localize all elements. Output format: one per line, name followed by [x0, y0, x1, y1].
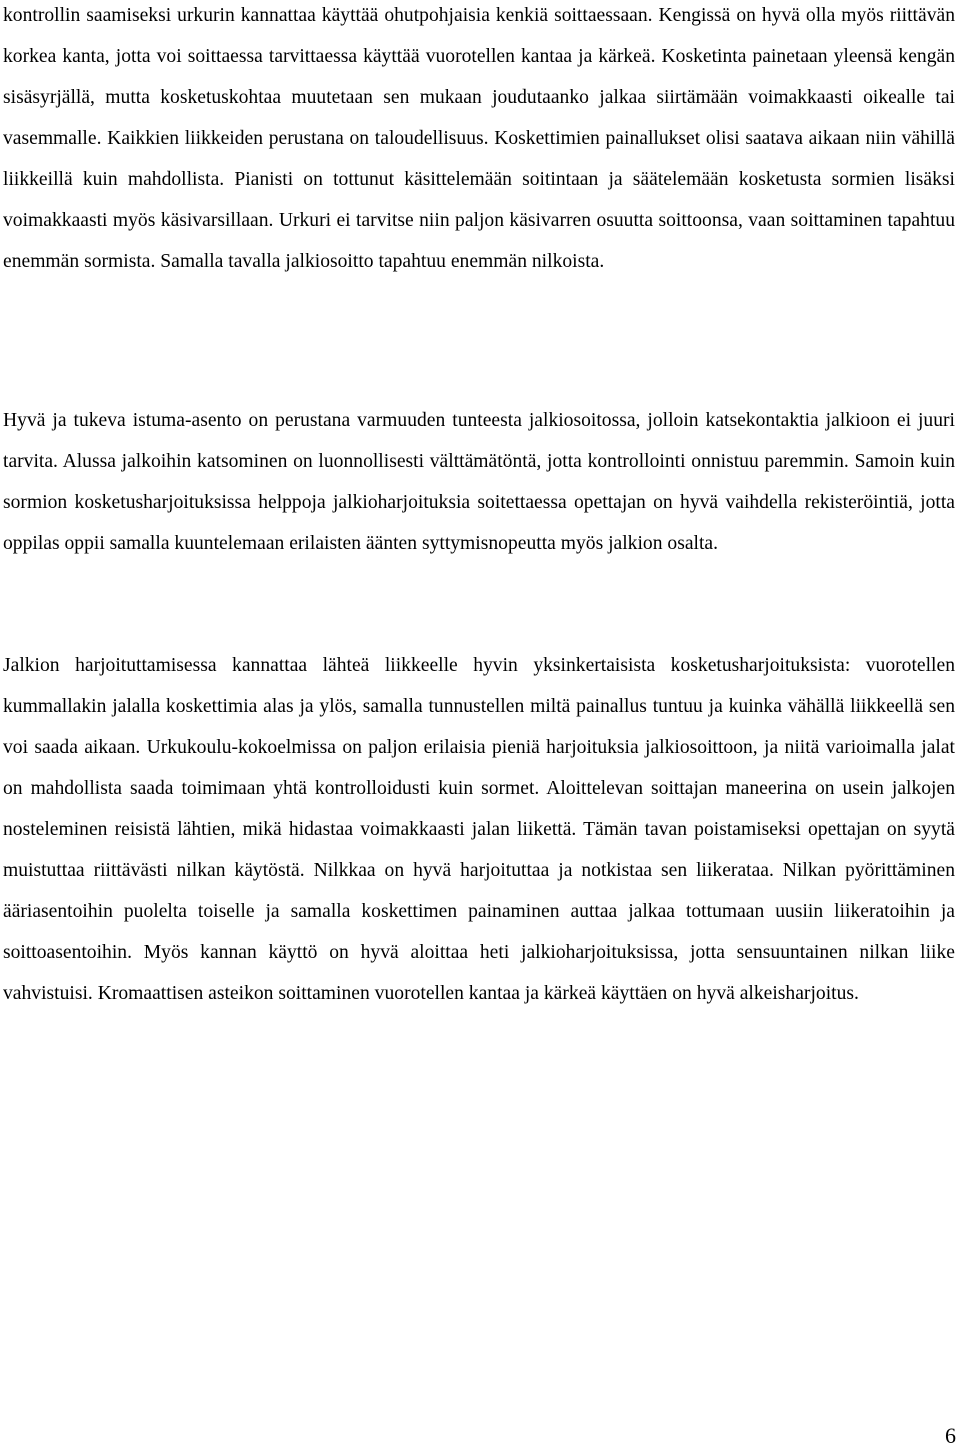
page-number: 6: [945, 1423, 956, 1448]
body-paragraph-3: Jalkion harjoituttamisessa kannattaa lähteä liikkeelle hyvin yksinkertaisista kosketusharjoituksista: vuorotellen kummallakin jalalla koskettimia alas ja ylös, samalla tunnustellen miltä painallus tuntuu ja kuinka vähällä liikkeellä sen voi saada aikaan. Urkukoulu-kokoelmissa on paljon erilaisia pieniä harjoituksia jalkiosoittoon, ja niitä varioimalla jalat on mahdollista saada toimimaan yhtä kontrolloidusti kuin sormet. Aloittelevan soittajan maneerina on usein jalkojen nosteleminen reisistä lähtien, mikä hidastaa voimakkaasti jalan liikettä. Tämän tavan poistamiseksi opettajan on syytä muistuttaa riittävästi nilkan käytöstä. Nilkkaa on hyvä harjoituttaa ja notkistaa sen liikerataa. Nilkan pyörittäminen ääriasentoihin puolelta toiselle ja samalla koskettimen painaminen auttaa jalkaa tottumaan uusiin liikeratoihin ja soittoasentoihin. Myös kannan käyttö on hyvä aloittaa heti jalkioharjoituksissa, jotta sensuuntainen nilkan liike vahvistuisi. Kromaattisen asteikon soittaminen vuorotellen kantaa ja kärkeä käyttäen on hyvä alkeisharjoitus.: [3, 655, 955, 1004]
body-paragraph-1: kontrollin saamiseksi urkurin kannattaa käyttää ohutpohjaisia kenkiä soittaessaan. Kengissä on hyvä olla myös riittävän korkea kanta, jotta voi soittaessa tarvittaessa käyttää vuorotellen kantaa ja kärkeä. Kosketinta painetaan yleensä kengän sisäsyrjällä, mutta kosketuskohtaa muutetaan sen mukaan joudutaanko jalkaa siirtämään voimakkaasti oikealle tai vasemmalle. Kaikkien liikkeiden perustana on taloudellisuus. Koskettimien painallukset olisi saatava aikaan niin vähillä liikkeillä kuin mahdollista. Pianisti on tottunut käsittelemään soitintaan ja säätelemään kosketusta sormien lisäksi voimakkaasti myös käsivarsillaan. Urkuri ei tarvitse niin paljon käsivarren osuutta soittoonsa, vaan soittaminen tapahtuu enemmän sormista. Samalla tavalla jalkiosoitto tapahtuu enemmän nilkoista.: [3, 5, 955, 272]
body-paragraph-2: Hyvä ja tukeva istuma-asento on perustana varmuuden tunteesta jalkiosoitossa, jolloin katsekontaktia jalkioon ei juuri tarvita. Alussa jalkoihin katsominen on luonnollisesti välttämätöntä, jotta kontrollointi onnistuu paremmin. Samoin kuin sormion kosketusharjoituksissa helppoja jalkioharjoituksia soitettaessa opettajan on hyvä vaihdella rekisteröintiä, jotta oppilas oppii samalla kuuntelemaan erilaisten äänten syttymisnopeutta myös jalkion osalta.: [3, 410, 955, 554]
